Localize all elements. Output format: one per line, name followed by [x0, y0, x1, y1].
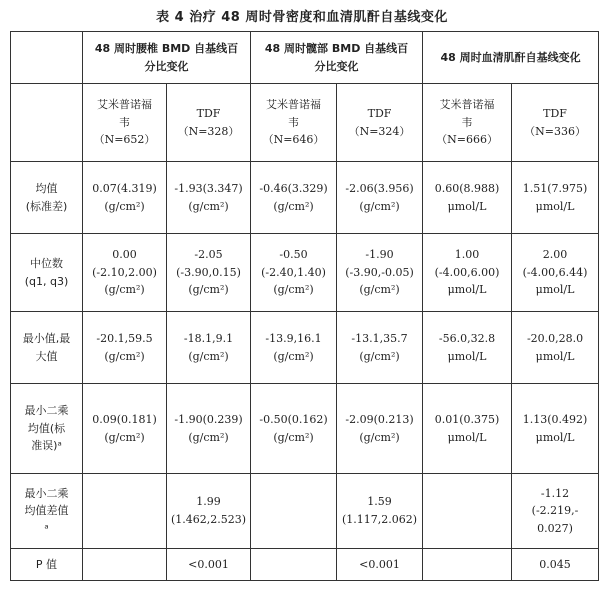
cell-line: 0.00 [112, 248, 137, 262]
cell-line: -20.0,28.0 [526, 331, 584, 345]
group-header-hip: 48 周时髋部 BMD 自基线百 分比变化 [251, 32, 423, 84]
row-label-line: P 值 [35, 557, 58, 571]
table-cell [83, 384, 167, 474]
table-cell [337, 162, 423, 234]
arm-header-line: 韦 [461, 115, 473, 129]
table-cell [167, 474, 251, 549]
arm-header-line: （N=324） [348, 124, 411, 138]
table-cell [512, 549, 599, 581]
cell-line: (g/cm²) [104, 349, 145, 363]
table-cell [337, 234, 423, 312]
cell-line: (g/cm²) [188, 430, 229, 444]
table-cell [337, 384, 423, 474]
table-row [11, 474, 599, 549]
cell-line: (g/cm²) [359, 199, 400, 213]
table-cell [167, 384, 251, 474]
arm-header-2 [251, 84, 337, 162]
arm-header-line: （N=666） [436, 133, 498, 147]
arm-header-line: （N=652） [93, 133, 156, 147]
corner-cell [11, 32, 83, 84]
cell-line: -1.12 [540, 486, 570, 500]
cell-line: -2.09(0.213) [345, 412, 414, 426]
cell-line: (g/cm²) [188, 349, 229, 363]
cell-line: (-4.00,6.00) [434, 265, 500, 279]
cell-line: -18.1,9.1 [183, 331, 234, 345]
table-cell [167, 234, 251, 312]
table-cell [83, 234, 167, 312]
table-cell [83, 549, 167, 581]
row-label-line: 最小二乘 [24, 486, 69, 500]
cell-line: (g/cm²) [273, 199, 314, 213]
table-cell [251, 549, 337, 581]
cell-line: 2.00 [542, 248, 568, 262]
arm-header-line: 艾米普诺福 [266, 98, 322, 112]
cell-line: (g/cm²) [104, 430, 145, 444]
cell-line: (1.462,2.523) [170, 513, 247, 526]
cell-line: 1.51(7.975) [522, 181, 588, 195]
row-label-line: 均值差值 [24, 504, 69, 518]
row-label-line: 最小值,最 [22, 331, 71, 345]
table-cell [251, 162, 337, 234]
cell-line: (-4.00,6.44) [522, 265, 588, 279]
cell-line: 1.13(0.492) [522, 412, 588, 426]
group-header-lumbar: 48 周时腰椎 BMD 自基线百 分比变化 [83, 32, 251, 84]
arm-header-line: （N=328） [177, 124, 240, 138]
table-cell [423, 474, 512, 549]
table-cell [512, 474, 599, 549]
table-row [11, 549, 599, 581]
arm-header-1 [167, 84, 251, 162]
table-cell [423, 549, 512, 581]
cell-line: μmol/L [447, 430, 487, 444]
table-cell [512, 384, 599, 474]
arm-header-line: 韦 [119, 115, 130, 129]
treatment-arm-row [11, 84, 599, 162]
row-label-line: 大值 [35, 349, 58, 363]
cell-line: 0.027) [537, 521, 573, 535]
cell-line: <0.001 [188, 557, 229, 571]
cell-line: (-2.10,2.00) [92, 265, 157, 279]
cell-line: 1.59 [367, 495, 392, 509]
arm-header-5 [512, 84, 599, 162]
row-label-line: 最小二乘 [24, 404, 69, 418]
table-cell [83, 162, 167, 234]
cell-line: 0.60(8.988) [434, 181, 500, 195]
cell-line: μmol/L [535, 283, 575, 297]
cell-line: (-3.90,-0.05) [345, 265, 414, 279]
cell-line: -20.1,59.5 [96, 331, 153, 345]
arm-header-line: TDF [367, 106, 392, 120]
table-cell [167, 312, 251, 384]
cell-line: (g/cm²) [188, 283, 229, 297]
cell-line: (g/cm²) [273, 283, 314, 297]
table-cell [512, 312, 599, 384]
arm-corner-cell [11, 84, 83, 162]
cell-line: -1.90(0.239) [174, 412, 243, 426]
cell-line: -0.50 [279, 248, 308, 262]
row-label-line: ᵃ [44, 521, 49, 535]
arm-header-line: 艾米普诺福 [439, 98, 495, 112]
cell-line: -2.06(3.956) [345, 181, 414, 195]
row-label-line: 均值(标 [27, 421, 66, 435]
arm-header-line: 艾米普诺福 [97, 98, 152, 112]
cell-line: -0.50(0.162) [259, 412, 328, 426]
cell-line: -13.1,35.7 [351, 331, 408, 345]
row-label-line: 准误)ᵃ [31, 439, 62, 453]
cell-line: <0.001 [359, 557, 400, 571]
table-cell [512, 162, 599, 234]
cell-line: (g/cm²) [273, 349, 314, 363]
row-label [11, 312, 83, 384]
cell-line: (g/cm²) [273, 430, 314, 444]
cell-line: μmol/L [535, 349, 575, 363]
cell-line: (g/cm²) [359, 283, 400, 297]
arm-header-line: TDF [543, 106, 567, 120]
row-label [11, 549, 83, 581]
cell-line: (g/cm²) [359, 430, 400, 444]
table-cell [423, 384, 512, 474]
row-label-line: 均值 [35, 181, 58, 195]
row-label-line: 中位数 [30, 256, 63, 270]
cell-line: -1.90 [365, 248, 394, 262]
table-cell [337, 474, 423, 549]
table-row [11, 234, 599, 312]
table-row [11, 384, 599, 474]
cell-line: 1.99 [196, 495, 221, 509]
cell-line: 1.00 [454, 248, 480, 262]
table-cell [251, 474, 337, 549]
table-cell [251, 234, 337, 312]
table-cell [167, 162, 251, 234]
cell-line: -56.0,32.8 [438, 331, 496, 345]
table-cell [512, 234, 599, 312]
cell-line: μmol/L [447, 349, 487, 363]
cell-line: -1.93(3.347) [174, 181, 243, 195]
table-row [11, 162, 599, 234]
bmd-creatinine-table [10, 31, 599, 581]
cell-line: -2.05 [194, 248, 223, 262]
cell-line: -13.9,16.1 [265, 331, 322, 345]
table-cell [423, 312, 512, 384]
cell-line: -0.46(3.329) [259, 181, 328, 195]
row-label-line: (q1, q3) [24, 274, 69, 288]
table-row [11, 312, 599, 384]
cell-line: 0.09(0.181) [92, 412, 157, 426]
arm-header-4 [423, 84, 512, 162]
cell-line: μmol/L [447, 283, 487, 297]
cell-line: μmol/L [535, 430, 575, 444]
table-cell [423, 234, 512, 312]
cell-line: (g/cm²) [359, 349, 400, 363]
group-header-row [11, 32, 599, 84]
row-label [11, 384, 83, 474]
cell-line: (g/cm²) [104, 283, 145, 297]
arm-header-line: （N=336） [524, 124, 586, 138]
arm-header-3 [337, 84, 423, 162]
arm-header-0 [83, 84, 167, 162]
cell-line: (-3.90,0.15) [176, 265, 241, 279]
group-header-creatinine: 48 周时血清肌酐自基线变化 [423, 32, 599, 84]
arm-header-line: 韦 [288, 115, 300, 129]
cell-line: μmol/L [447, 199, 487, 213]
table-body [11, 162, 599, 581]
row-label [11, 162, 83, 234]
table-cell [251, 312, 337, 384]
arm-header-line: TDF [196, 106, 221, 120]
table-cell [423, 162, 512, 234]
table-cell [251, 384, 337, 474]
arm-header-line: （N=646） [262, 133, 325, 147]
row-label-line: (标准差) [25, 199, 68, 213]
table-cell [337, 549, 423, 581]
cell-line: (1.117,2.062) [341, 513, 418, 526]
cell-line: 0.045 [539, 557, 571, 571]
table-cell [83, 312, 167, 384]
cell-line: (g/cm²) [104, 199, 145, 213]
cell-line: 0.01(0.375) [434, 412, 500, 426]
row-label [11, 234, 83, 312]
table-title: 表 4 治疗 48 周时骨密度和血清肌酐自基线变化 [156, 10, 448, 25]
cell-line: (-2.219,- [531, 504, 579, 518]
cell-line: (-2.40,1.40) [261, 265, 326, 279]
row-label [11, 474, 83, 549]
table-cell [337, 312, 423, 384]
table-cell [83, 474, 167, 549]
table-cell [167, 549, 251, 581]
cell-line: μmol/L [535, 199, 575, 213]
cell-line: 0.07(4.319) [92, 181, 157, 195]
cell-line: (g/cm²) [188, 199, 229, 213]
